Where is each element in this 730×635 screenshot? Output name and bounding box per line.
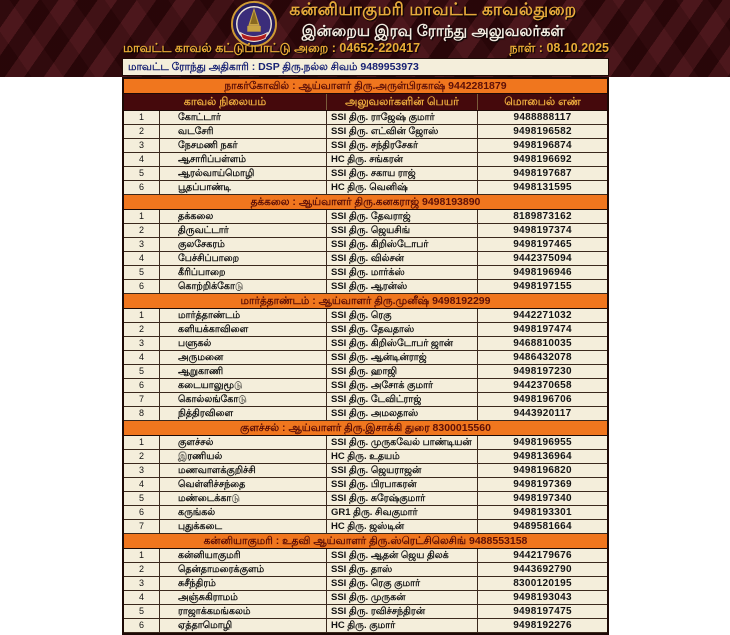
table-row xyxy=(124,492,607,506)
table-row xyxy=(124,181,607,195)
cell-officer-name: SSI திரு. ஹாஜி xyxy=(327,365,478,378)
table-row xyxy=(124,266,607,280)
cell-officer-name: HC திரு. குமார் xyxy=(327,619,478,632)
table-row xyxy=(124,520,607,534)
cell-officer-name: SSI திரு. தேவராஜ் xyxy=(327,210,478,223)
cell-station: கொல்லங்கோடு xyxy=(160,393,327,406)
table-row xyxy=(124,224,607,238)
cell-phone: 9443920117 xyxy=(513,408,572,419)
cell-phone: 9498196874 xyxy=(513,140,572,151)
cell-phone: 9498197340 xyxy=(513,493,572,504)
table-row xyxy=(124,464,607,478)
cell-officer-name: SSI திரு. முருகவேல் பாண்டியன் xyxy=(327,436,478,449)
cell-phone: 9498196946 xyxy=(513,267,572,278)
cell-phone: 9498197369 xyxy=(513,479,572,490)
table-row xyxy=(124,605,607,619)
section-banner: குளச்சல் : ஆய்வாளர் திரு.இசாக்கி துரை 8300015560 xyxy=(124,421,607,436)
cell-officer-name: SSI திரு. ஆன்டின்ராஜ் xyxy=(327,351,478,364)
cell-phone: 9498197475 xyxy=(513,606,572,617)
cell-officer-name: HC திரு. உதயம் xyxy=(327,450,478,463)
table-row xyxy=(124,619,607,633)
cell-serial: 7 xyxy=(124,520,160,533)
table-row xyxy=(124,252,607,266)
table-row xyxy=(124,210,607,224)
section-banner: நாகர்கோவில் : ஆய்வாளர் திரு.அருள்பிரகாஷ் 9442281879 xyxy=(124,79,607,94)
table-row xyxy=(124,591,607,605)
cell-serial: 5 xyxy=(124,492,160,505)
dsp-officer-line: மாவட்ட ரோந்து அதிகாரி : DSP திரு.நல்ல சிவம் 9489953973 xyxy=(122,58,609,76)
section-banner: கன்னியாகுமரி : உதவி ஆய்வாளர் திரு.ஸ்ரெட்சிலெசிங் 9488553158 xyxy=(124,534,607,549)
cell-serial: 6 xyxy=(124,619,160,632)
cell-station: ஆரல்வாய்மொழி xyxy=(160,167,327,180)
cell-officer-name: SSI திரு. சகாய ராஜ் xyxy=(327,167,478,180)
cell-serial: 4 xyxy=(124,153,160,166)
column-header-officer: அலுவலர்களின் பெயர் xyxy=(327,94,478,110)
cell-station: நேசமணி நகர் xyxy=(160,139,327,152)
cell-officer-name: SSI திரு. தாஸ் xyxy=(327,563,478,576)
header-titles xyxy=(289,0,576,42)
district-title: கன்னியாகுமரி மாவட்ட காவல்துறை xyxy=(289,0,577,19)
table-row xyxy=(124,280,607,294)
cell-station: கன்னியாகுமரி xyxy=(160,549,327,562)
table-row xyxy=(124,379,607,393)
subtitle: இன்றைய இரவு ரோந்து அலுவலர்கள் xyxy=(301,23,565,40)
cell-officer-name: SSI திரு. ஆரன்ஸ் xyxy=(327,280,478,293)
cell-serial: 1 xyxy=(124,436,160,449)
header-info-line xyxy=(123,41,609,57)
cell-station: சுசீந்திரம் xyxy=(160,577,327,590)
cell-station: ஆறுகாணி xyxy=(160,365,327,378)
cell-phone: 9489581664 xyxy=(513,521,572,532)
cell-officer-name: SSI திரு. ஆதன் ஜெய திலக் xyxy=(327,549,478,562)
table-row xyxy=(124,450,607,464)
cell-officer-name: SSI திரு. ஜெயராஜன் xyxy=(327,464,478,477)
cell-serial: 5 xyxy=(124,167,160,180)
cell-phone: 9498192276 xyxy=(513,620,572,631)
cell-officer-name: SSI திரு. சந்திரசேகர் xyxy=(327,139,478,152)
cell-serial: 5 xyxy=(124,266,160,279)
cell-station: கோட்டார் xyxy=(160,111,327,124)
cell-station: பூதப்பாண்டி xyxy=(160,181,327,194)
cell-station: இரணியல் xyxy=(160,450,327,463)
cell-serial: 3 xyxy=(124,464,160,477)
cell-phone: 9498197687 xyxy=(513,168,572,179)
table-row xyxy=(124,125,607,139)
cell-officer-name: HC திரு. வெனிஷ் xyxy=(327,181,478,194)
table-row xyxy=(124,436,607,450)
cell-phone: 9498193301 xyxy=(513,507,572,518)
cell-station: புதுக்கடை xyxy=(160,520,327,533)
cell-serial: 1 xyxy=(124,210,160,223)
cell-station: அஞ்சுகிராமம் xyxy=(160,591,327,604)
cell-officer-name: GR1 திரு. சிவகுமார் xyxy=(327,506,478,519)
cell-serial: 5 xyxy=(124,605,160,618)
duty-table xyxy=(122,77,609,635)
cell-serial: 8 xyxy=(124,407,160,420)
cell-officer-name: SSI திரு. தேவதாஸ் xyxy=(327,323,478,336)
cell-serial: 2 xyxy=(124,563,160,576)
cell-station: நித்திரவிளை xyxy=(160,407,327,420)
table-row xyxy=(124,238,607,252)
cell-phone: 9498197374 xyxy=(513,225,572,236)
column-header-phone: மொபைல் எண் xyxy=(504,96,581,108)
table-row xyxy=(124,407,607,421)
cell-phone: 9498196820 xyxy=(513,465,572,476)
cell-phone: 9443692790 xyxy=(513,564,572,575)
cell-station: மணவாளக்குறிச்சி xyxy=(160,464,327,477)
cell-serial: 1 xyxy=(124,111,160,124)
cell-station: ராஜாக்கமங்கலம் xyxy=(160,605,327,618)
cell-serial: 3 xyxy=(124,238,160,251)
table-row xyxy=(124,506,607,520)
cell-station: தக்கலை xyxy=(160,210,327,223)
cell-phone: 9498196692 xyxy=(513,154,572,165)
cell-serial: 5 xyxy=(124,365,160,378)
cell-officer-name: SSI திரு. ஜெயசிங் xyxy=(327,224,478,237)
cell-officer-name: SSI திரு. அமலதாஸ் xyxy=(327,407,478,420)
cell-phone: 9498131595 xyxy=(513,182,572,193)
cell-station: திருவட்டார் xyxy=(160,224,327,237)
cell-serial: 4 xyxy=(124,478,160,491)
cell-phone: 9486432078 xyxy=(513,352,572,363)
column-header-row xyxy=(124,94,607,111)
cell-serial: 2 xyxy=(124,323,160,336)
cell-phone: 9498136964 xyxy=(513,451,572,462)
cell-phone: 9498193043 xyxy=(513,592,572,603)
cell-phone: 9498197230 xyxy=(513,366,572,377)
cell-station: கருங்கல் xyxy=(160,506,327,519)
cell-station: வடசேரி xyxy=(160,125,327,138)
cell-phone: 9498197474 xyxy=(513,324,572,335)
cell-phone: 9442375094 xyxy=(513,253,572,264)
cell-officer-name: SSI திரு. ராஜேஷ் குமார் xyxy=(327,111,478,124)
cell-officer-name: SSI திரு. கிறிஸ்டோபர் xyxy=(327,238,478,251)
cell-officer-name: SSI திரு. ரெகு xyxy=(327,309,478,322)
table-row xyxy=(124,549,607,563)
cell-phone: 9488888117 xyxy=(513,112,572,123)
cell-serial: 6 xyxy=(124,506,160,519)
cell-officer-name: SSI திரு. முருகன் xyxy=(327,591,478,604)
cell-station: கொற்றிக்கோடு xyxy=(160,280,327,293)
cell-officer-name: SSI திரு. கிறிஸ்டோபர் ஜான் xyxy=(327,337,478,350)
cell-station: ஆசாரிப்பள்ளம் xyxy=(160,153,327,166)
table-row xyxy=(124,153,607,167)
column-header-station: காவல் நிலையம் xyxy=(124,94,327,110)
table-row xyxy=(124,139,607,153)
table-row xyxy=(124,167,607,181)
section-banner: தக்கலை : ஆய்வாளர் திரு.கனகராஜ் 9498193890 xyxy=(124,195,607,210)
cell-station: மண்டைக்காடு xyxy=(160,492,327,505)
cell-phone: 8189873162 xyxy=(513,211,572,222)
cell-station: தென்தாமரைக்குளம் xyxy=(160,563,327,576)
cell-station: கடையாலுமூடு xyxy=(160,379,327,392)
cell-phone: 9498197155 xyxy=(513,281,572,292)
table-row xyxy=(124,337,607,351)
cell-serial: 2 xyxy=(124,450,160,463)
cell-station: கீரிப்பாறை xyxy=(160,266,327,279)
cell-phone: 9442370658 xyxy=(513,380,572,391)
cell-serial: 6 xyxy=(124,280,160,293)
cell-phone: 9442271032 xyxy=(513,310,572,321)
cell-phone: 9442179676 xyxy=(513,550,572,561)
control-room-number: மாவட்ட காவல் கட்டுப்பாட்டு அறை : 04652-220417 xyxy=(123,41,421,55)
cell-serial: 4 xyxy=(124,351,160,364)
cell-station: பேச்சிப்பாறை xyxy=(160,252,327,265)
cell-officer-name: SSI திரு. வில்சன் xyxy=(327,252,478,265)
table-row xyxy=(124,111,607,125)
cell-officer-name: SSI திரு. ரவிச்சந்திரன் xyxy=(327,605,478,618)
cell-serial: 3 xyxy=(124,139,160,152)
cell-station: மார்த்தாண்டம் xyxy=(160,309,327,322)
cell-serial: 1 xyxy=(124,309,160,322)
table-row xyxy=(124,309,607,323)
cell-officer-name: HC திரு. சங்கரன் xyxy=(327,153,478,166)
table-row xyxy=(124,323,607,337)
cell-officer-name: HC திரு. ஜஸ்டின் xyxy=(327,520,478,533)
cell-serial: 3 xyxy=(124,337,160,350)
cell-phone: 9498196955 xyxy=(513,437,572,448)
cell-phone: 9498197465 xyxy=(513,239,572,250)
cell-officer-name: SSI திரு. டேவிட்ராஜ் xyxy=(327,393,478,406)
table-row xyxy=(124,563,607,577)
cell-officer-name: SSI திரு. எட்வின் ஜோஸ் xyxy=(327,125,478,138)
date-label: நாள் : 08.10.2025 xyxy=(509,41,609,55)
cell-serial: 3 xyxy=(124,577,160,590)
cell-phone: 9468810035 xyxy=(513,338,572,349)
cell-serial: 2 xyxy=(124,224,160,237)
cell-serial: 4 xyxy=(124,591,160,604)
cell-station: அருமனை xyxy=(160,351,327,364)
cell-serial: 7 xyxy=(124,393,160,406)
table-row xyxy=(124,478,607,492)
cell-phone: 8300120195 xyxy=(513,578,572,589)
header-title-group xyxy=(0,0,730,42)
cell-phone: 9498196582 xyxy=(513,126,572,137)
cell-phone: 9498196706 xyxy=(513,394,572,405)
cell-station: குளச்சல் xyxy=(160,436,327,449)
cell-station: குலசேகரம் xyxy=(160,238,327,251)
cell-officer-name: SSI திரு. பிரபாகரன் xyxy=(327,478,478,491)
table-row xyxy=(124,351,607,365)
cell-officer-name: SSI திரு. மார்க்ஸ் xyxy=(327,266,478,279)
table-row xyxy=(124,365,607,379)
cell-serial: 1 xyxy=(124,549,160,562)
cell-officer-name: SSI திரு. அசோக் குமார் xyxy=(327,379,478,392)
cell-station: களியக்காவிளை xyxy=(160,323,327,336)
cell-officer-name: SSI திரு. ரெகு குமார் xyxy=(327,577,478,590)
cell-officer-name: SSI திரு. சுரேஷ்குமார் xyxy=(327,492,478,505)
cell-station: வெள்ளிச்சந்தை xyxy=(160,478,327,491)
section-banner: மார்த்தாண்டம் : ஆய்வாளர் திரு.முனீஷ் 9498192299 xyxy=(124,294,607,309)
cell-serial: 2 xyxy=(124,125,160,138)
cell-station: ஏத்தாமொழி xyxy=(160,619,327,632)
table-row xyxy=(124,393,607,407)
cell-serial: 6 xyxy=(124,181,160,194)
cell-serial: 4 xyxy=(124,252,160,265)
table-row xyxy=(124,577,607,591)
cell-station: பளுகல் xyxy=(160,337,327,350)
cell-serial: 6 xyxy=(124,379,160,392)
